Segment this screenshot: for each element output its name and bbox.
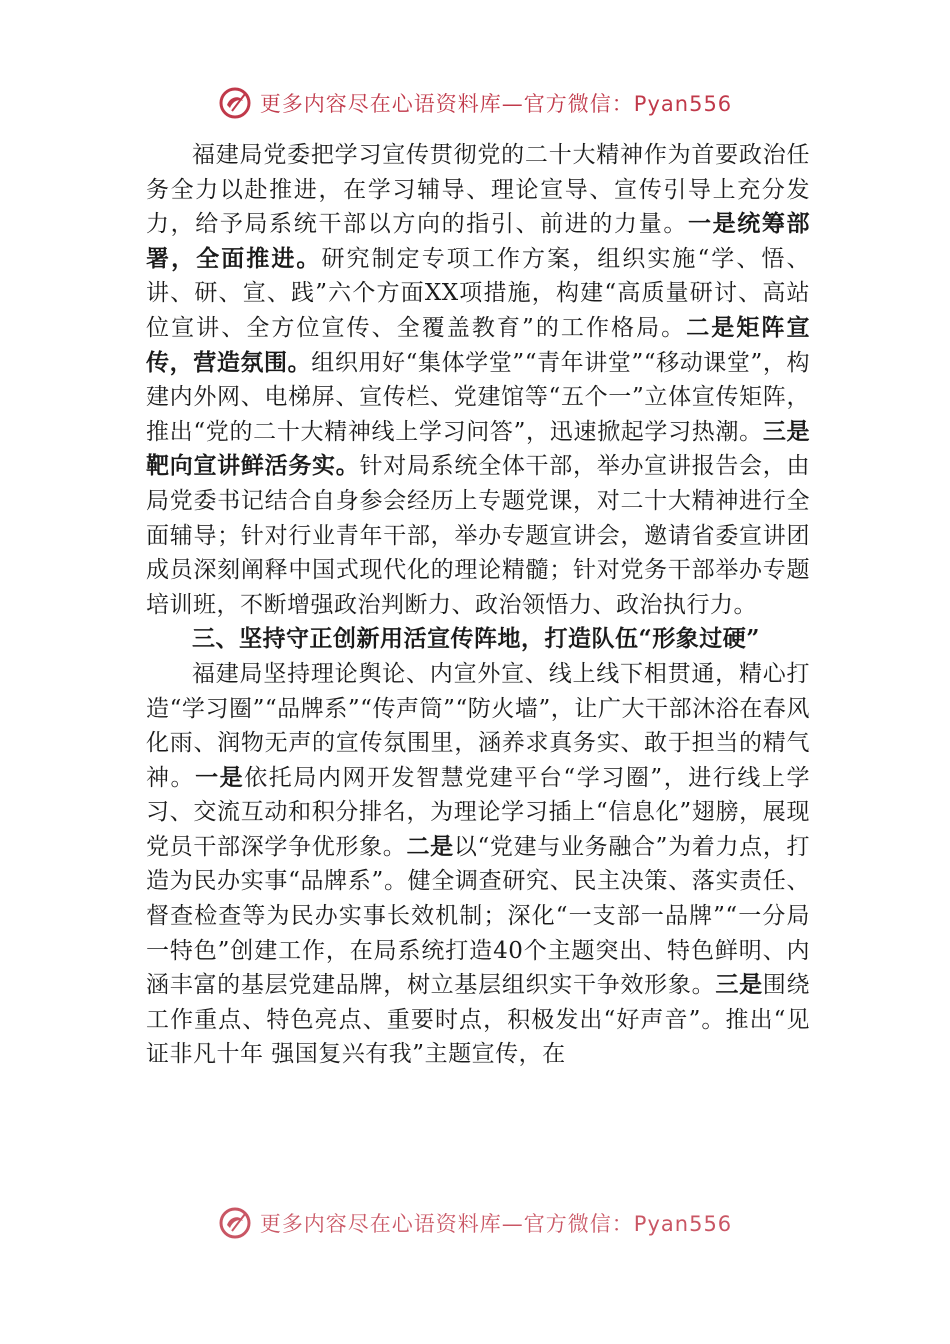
- watermark-header: [0, 86, 950, 120]
- paragraph-1: [146, 138, 810, 622]
- highlight-point-4: 一是: [195, 763, 245, 791]
- paragraph-2-text-3: 以“党建与业务融合”为着力点，打造为民办实事“品牌系”。健全调查研究、民主决策、落实责任、督查检查等为民办实事长效机制；深化“一支部一品牌”“一分局一特色”创建工作，在局系统打造40个主题突出、特色鲜明、内涵丰富的基层党建品牌，树立基层组织实干争效形象。: [146, 833, 810, 999]
- paragraph-1-text-2: 研究制定专项工作方案，组织实施“学、悟、讲、研、宣、践”六个方面XX项措施，构建“高质量研讨、高站位宣讲、全方位宣传、全覆盖教育”的工作格局。: [146, 245, 810, 341]
- paragraph-2-text-1: 福建局坚持理论舆论、内宣外宣、线上线下相贯通，精心打造“学习圈”“品牌系”“传声筒”“防火墙”，让广大干部沐浴在春风化雨、润物无声的宣传氛围里，涵养求真务实、敢于担当的精气神。: [146, 660, 810, 791]
- paragraph-2-text-2: 依托局内网开发智慧党建平台“学习圈”，进行线上学习、交流互动和积分排名，为理论学习插上“信息化”翅膀，展现党员干部深学争优形象。: [146, 764, 810, 860]
- highlight-point-2: 二是矩阵宣传，营造氛围。: [146, 313, 811, 376]
- highlight-point-5: 二是: [406, 832, 454, 860]
- paragraph-2-text-4: 围绕工作重点、特色亮点、重要时点，积极发出“好声音”。推出“见证非凡十年 强国复兴有我”主题宣传，在: [146, 972, 811, 1068]
- paragraph-1-text-1: 福建局党委把学习宣传贯彻党的二十大精神作为首要政治任务全力以赴推进，在学习辅导、理论宣导、宣传引导上充分发力，给予局系统干部以方向的指引、前进的力量。: [146, 142, 810, 238]
- highlight-point-1: 一是统筹部署，全面推进。: [146, 210, 811, 272]
- paragraph-1-text-3: 组织用好“集体学堂”“青年讲堂”“移动课堂”，构建内外网、电梯屏、宣传栏、党建馆等“五个一”立体宣传矩阵，推出“党的二十大精神线上学习问答”，迅速掀起学习热潮。: [146, 349, 810, 445]
- paragraph-1-text-4: 针对局系统全体干部，举办宣讲报告会，由局党委书记结合自身参会经历上专题党课，对二十大精神进行全面辅导；针对行业青年干部，举办专题宣讲会，邀请省委宣讲团成员深刻阐释中国式现代化的理论精髓；针对党务干部举办专题培训班，不断增强政治判断力、政治领悟力、政治执行力。: [146, 453, 811, 618]
- watermark-logo-icon: [218, 86, 252, 120]
- paragraph-2: [146, 657, 810, 1072]
- highlight-point-3: 三是靶向宣讲鲜活务实。: [146, 417, 810, 480]
- watermark-footer: [0, 1206, 950, 1240]
- section-heading: 三、坚持守正创新用活宣传阵地，打造队伍“形象过硬”: [192, 625, 760, 653]
- document-body: [146, 138, 810, 1072]
- highlight-point-6: 三是: [715, 971, 763, 999]
- watermark-logo-icon: [218, 1206, 252, 1240]
- watermark-text: 更多内容尽在心语资料库—官方微信：Pyan556: [259, 1212, 733, 1236]
- watermark-text: 更多内容尽在心语资料库—官方微信：Pyan556: [259, 92, 733, 116]
